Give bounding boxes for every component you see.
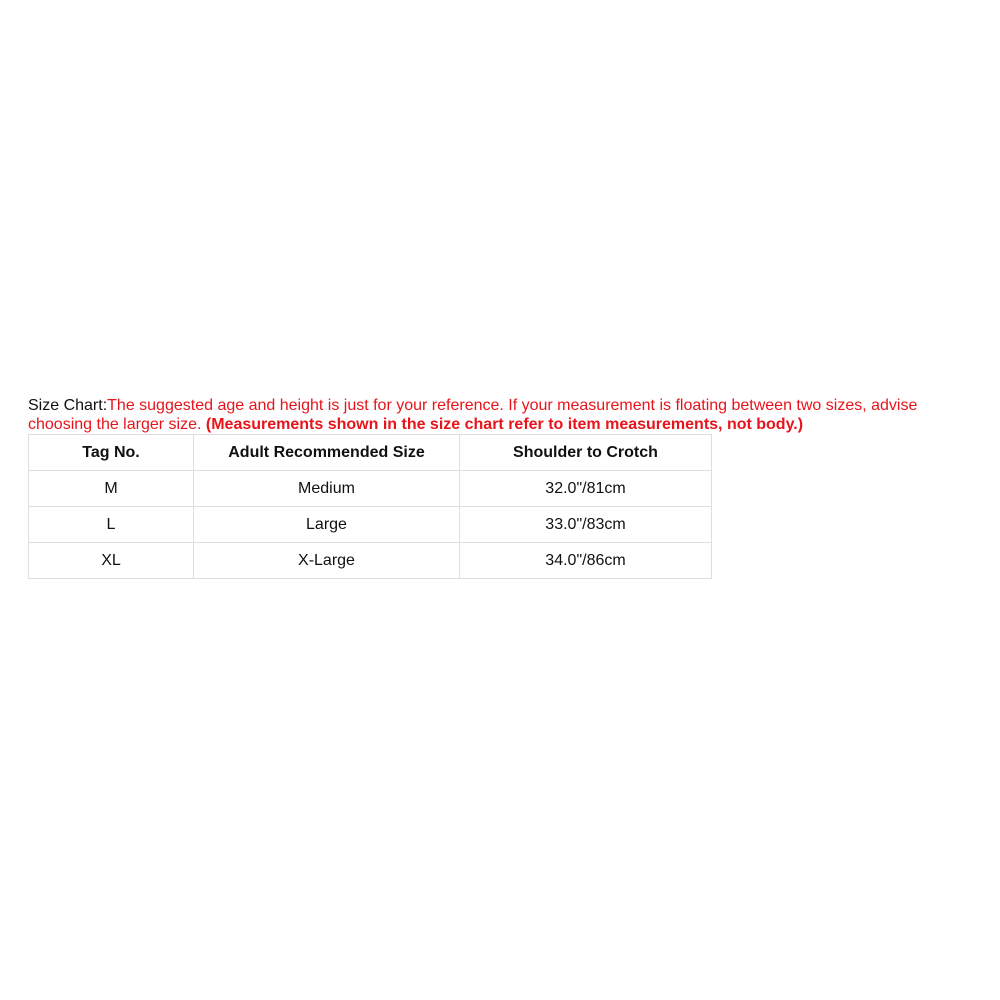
header-adult-recommended-size: Adult Recommended Size	[194, 435, 460, 471]
cell-tag-no: XL	[29, 543, 194, 579]
size-chart-table	[28, 434, 712, 579]
size-chart-label: Size Chart:	[28, 397, 108, 414]
cell-tag-no: L	[29, 507, 194, 543]
cell-tag-no: M	[29, 471, 194, 507]
table-header-row	[29, 435, 712, 471]
measurement-note: (Measurements shown in the size chart refer to item measurements, not body.)	[205, 416, 804, 433]
cell-recommended-size: X-Large	[194, 543, 460, 579]
cell-shoulder-to-crotch: 33.0"/83cm	[460, 507, 712, 543]
size-chart-intro	[28, 396, 978, 434]
table-row	[29, 543, 712, 579]
cell-shoulder-to-crotch: 34.0"/86cm	[460, 543, 712, 579]
cell-recommended-size: Large	[194, 507, 460, 543]
reference-note: The suggested age and height is just for your reference. If your measurement is floating between two sizes, advise choosing the larger size.	[28, 397, 918, 433]
cell-shoulder-to-crotch: 32.0"/81cm	[460, 471, 712, 507]
cell-recommended-size: Medium	[194, 471, 460, 507]
table-row	[29, 471, 712, 507]
table-row	[29, 507, 712, 543]
header-tag-no: Tag No.	[29, 435, 194, 471]
header-shoulder-to-crotch: Shoulder to Crotch	[460, 435, 712, 471]
